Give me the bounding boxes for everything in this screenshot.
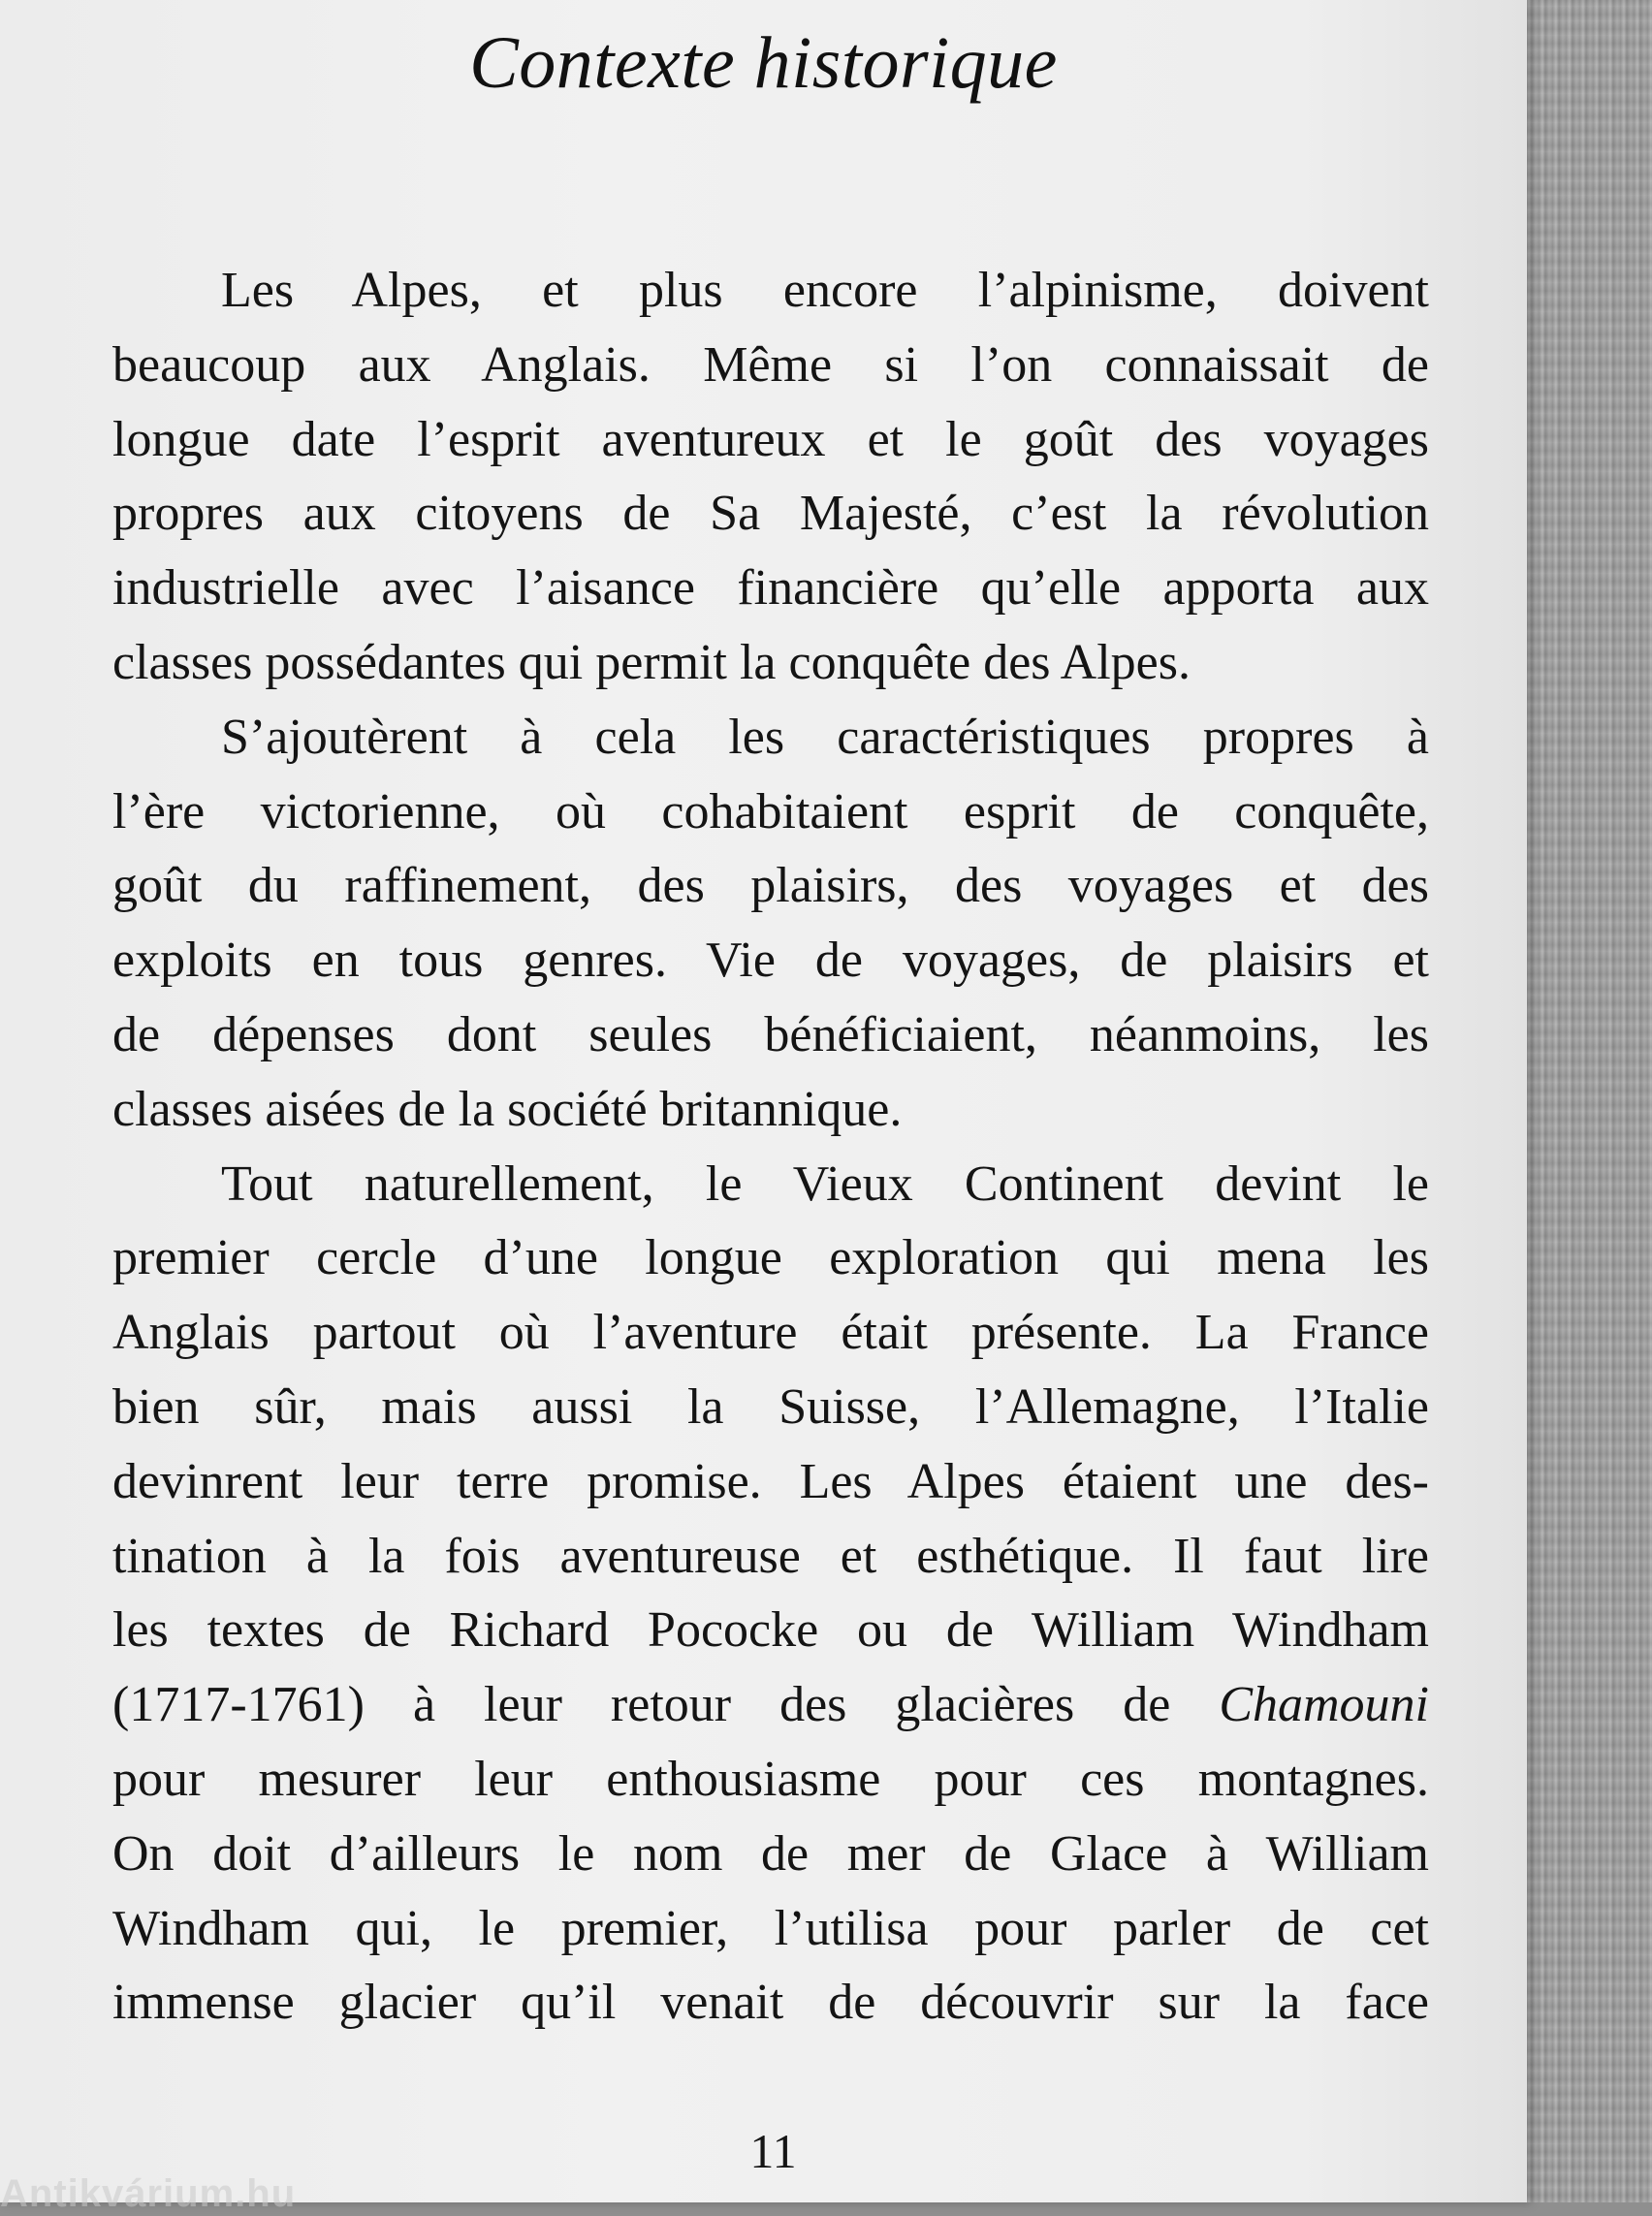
- page-number: 11: [749, 2124, 797, 2178]
- text-line: les textes de Richard Pococke ou de William Windham: [112, 1602, 1429, 1659]
- text-line-with-italic: [112, 1668, 1429, 1743]
- adjacent-page-edges: [1512, 0, 1652, 2202]
- body-text: [112, 254, 1429, 2041]
- text-line: premier cercle d’une longue exploration qui mena les: [112, 1230, 1429, 1286]
- text-line: classes possédantes qui permit la conquête des Alpes.: [112, 634, 1191, 690]
- text-segment: (1717-1761) à leur retour des glacières de: [112, 1677, 1171, 1733]
- text-line: Windham qui, le premier, l’utilisa pour parler de cet: [112, 1900, 1429, 1956]
- text-line: goût du raffinement, des plaisirs, des voyages et des: [112, 858, 1429, 914]
- text-line: Tout naturellement, le Vieux Continent devint le: [221, 1155, 1429, 1212]
- text-line: propres aux citoyens de Sa Majesté, c’est la révolution: [112, 486, 1429, 542]
- text-line: industrielle avec l’aisance financière qu’elle apporta aux: [112, 560, 1429, 617]
- text-line: pour mesurer leur enthousiasme pour ces montagnes.: [112, 1751, 1429, 1807]
- text-line: exploits en tous genres. Vie de voyages, de plaisirs et: [112, 933, 1429, 989]
- text-line: classes aisées de la société britannique.: [112, 1081, 903, 1137]
- watermark-text: Antikvárium.hu: [0, 2172, 297, 2215]
- chapter-title: Contexte historique: [469, 22, 1058, 104]
- text-line: On doit d’ailleurs le nom de mer de Glace à William: [112, 1825, 1429, 1882]
- text-line: l’ère victorienne, où cohabitaient esprit de conquête,: [112, 783, 1429, 839]
- italic-place-name: Chamouni: [1219, 1677, 1429, 1733]
- text-line: longue date l’esprit aventureux et le goût des voyages: [112, 411, 1429, 467]
- text-line: tination à la fois aventureuse et esthétique. Il faut lire: [112, 1528, 1429, 1584]
- text-line: bien sûr, mais aussi la Suisse, l’Allemagne, l’Italie: [112, 1378, 1429, 1435]
- text-line: beaucoup aux Anglais. Même si l’on connaissait de: [112, 336, 1429, 393]
- text-line: Les Alpes, et plus encore l’alpinisme, doivent: [221, 263, 1429, 318]
- text-line: Anglais partout où l’aventure était présente. La France: [112, 1305, 1429, 1361]
- text-line: devinrent leur terre promise. Les Alpes étaient une des-: [112, 1453, 1429, 1509]
- text-line: S’ajoutèrent à cela les caractéristiques propres à: [221, 709, 1429, 765]
- text-line: immense glacier qu’il venait de découvrir sur la face: [112, 1975, 1429, 2031]
- text-line: de dépenses dont seules bénéficiaient, néanmoins, les: [112, 1006, 1429, 1062]
